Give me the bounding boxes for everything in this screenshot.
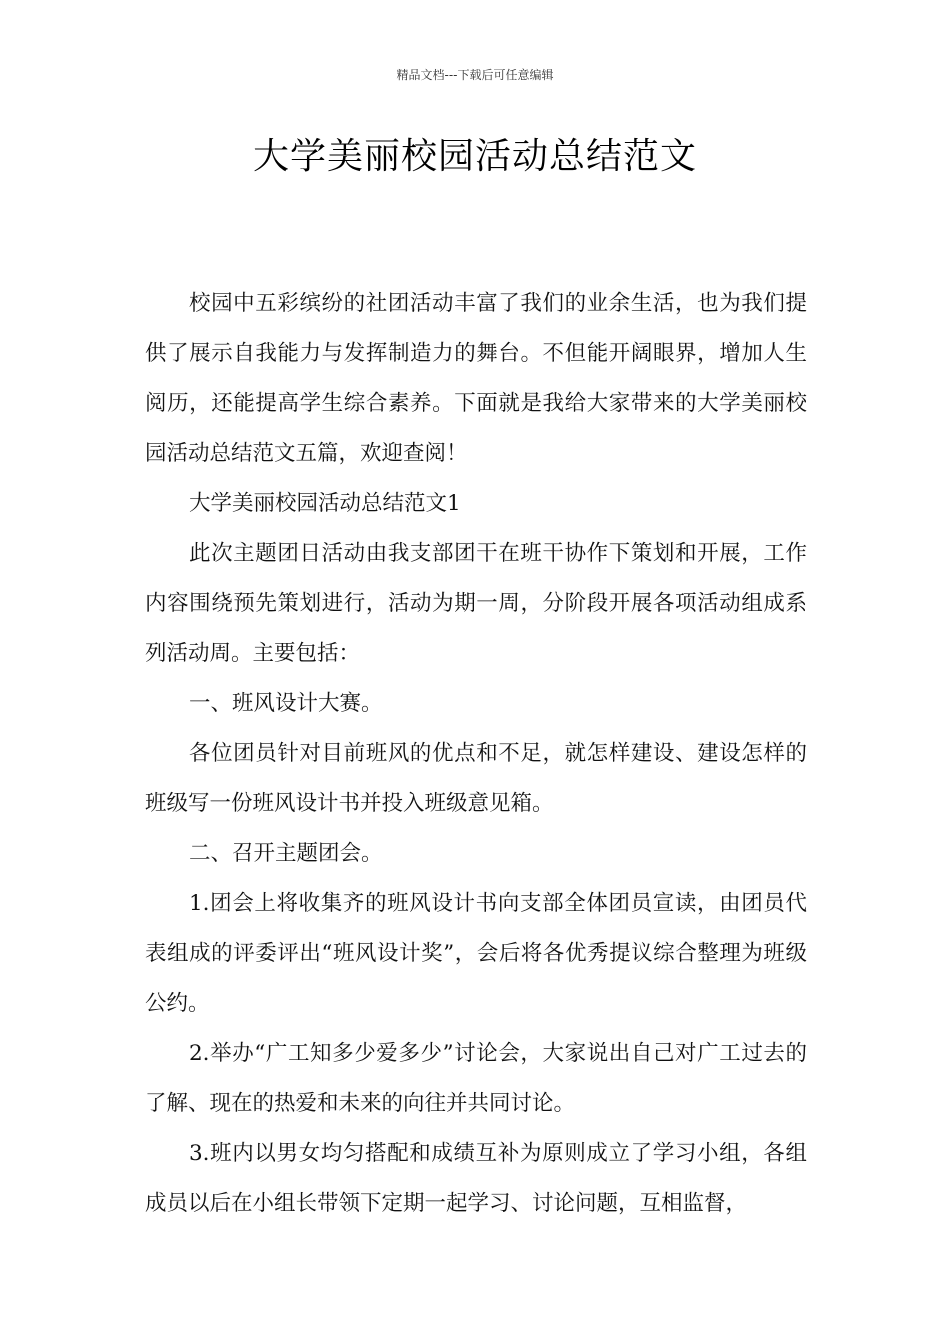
header-note: 精品文档---下载后可任意编辑	[396, 68, 554, 82]
intro-paragraph: 校园中五彩缤纷的社团活动丰富了我们的业余生活，也为我们提供了展示自我能力与发挥制造力的舞台。不但能开阔眼界，增加人生阅历，还能提高学生综合素养。下面就是我给大家带来的大学美丽校园活动总结范文五篇，欢迎查阅！	[145, 291, 807, 466]
document-body	[145, 279, 807, 1229]
list-item-2: 2.举办“广工知多少爱多少”讨论会，大家说出自己对广工过去的了解、现在的热爱和未来的向往并共同讨论。	[145, 1041, 807, 1116]
section-heading: 大学美丽校园活动总结范文1	[189, 491, 461, 516]
subheading-2: 二、召开主题团会。	[189, 841, 383, 866]
subheading-1: 一、班风设计大赛。	[189, 691, 383, 716]
paragraph: 各位团员针对目前班风的优点和不足，就怎样建设、建设怎样的班级写一份班风设计书并投入班级意见箱。	[145, 741, 807, 816]
document-title: 大学美丽校园活动总结范文	[252, 136, 697, 177]
paragraph: 此次主题团日活动由我支部团干在班干协作下策划和开展，工作内容围绕预先策划进行，活动为期一周，分阶段开展各项活动组成系列活动周。主要包括：	[145, 541, 807, 666]
list-item-1: 1.团会上将收集齐的班风设计书向支部全体团员宣读，由团员代表组成的评委评出“班风设计奖”，会后将各优秀提议综合整理为班级公约。	[145, 891, 807, 1016]
list-item-3: 3.班内以男女均匀搭配和成绩互补为原则成立了学习小组，各组成员以后在小组长带领下定期一起学习、讨论问题，互相监督，	[145, 1141, 807, 1216]
